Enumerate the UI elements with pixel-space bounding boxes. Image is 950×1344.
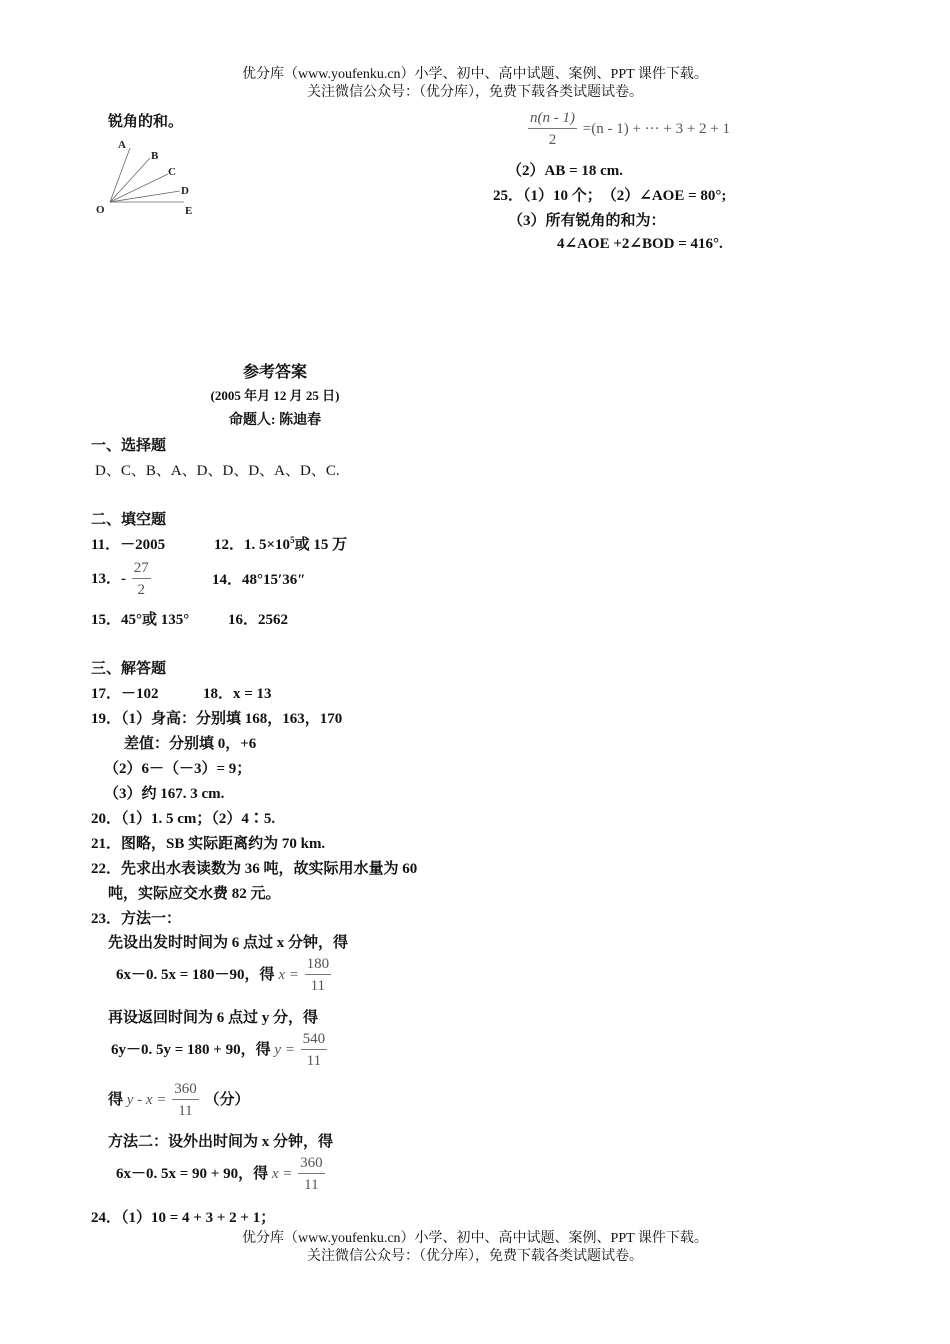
q25-part3: （3）所有锐角的和为： (508, 213, 666, 229)
label-d: D (181, 185, 189, 197)
angle-diagram (92, 136, 212, 226)
header-line-2: 关注微信公众号：（优分库），免费下载各类试题试卷。 (307, 85, 643, 100)
q16: 16．2562 (228, 612, 289, 628)
q13: 13．- $\frac{27}{2}$ (91, 558, 153, 601)
q14: 14．48°15′36″ (212, 572, 306, 588)
q12: 12．1. $5\times 10^5$或 15 万 (214, 535, 348, 553)
section2-title: 二、填空题 (91, 512, 167, 528)
answer-author: 命题人: 陈迪春 (228, 413, 322, 428)
header-line-1: 优分库（www.youfenku.cn）小学、初中、高中试题、案例、PPT 课件下载。 (242, 67, 708, 82)
footer (0, 1230, 950, 1266)
q20: 20．（1）1. 5 cm；（2）4∶5. (91, 811, 276, 827)
formula-rhs: =(n - 1) + ··· + 3 + 2 + 1 (582, 120, 731, 137)
formula-fraction: $\frac{n(n - 1)}{2}$ (530, 110, 575, 148)
top-left-text: 锐角的和。 (108, 114, 184, 130)
q23-line2-fraction: $\frac{180}{11}$ (306, 956, 330, 994)
footer-line-1: 优分库（www.youfenku.cn）小学、初中、高中试题、案例、PPT 课件下载。 (242, 1231, 708, 1246)
q18: 18．x = 13 (203, 686, 272, 702)
q23-line4: 6y－0. 5y = 180 + 90，得 y = $\frac{540}{11}$ (111, 1029, 329, 1072)
q23-line1: 先设出发时时间为 6 点过 x 分钟，得 (108, 935, 349, 951)
q23-line3: 再设返回时间为 6 点过 y 分，得 (108, 1010, 319, 1026)
label-b: B (151, 150, 159, 162)
section3-title: 三、解答题 (91, 661, 167, 677)
section1-answers: D、C、B、A、D、D、D、A、D、C. (95, 463, 340, 479)
section1-title: 一、选择题 (91, 438, 167, 454)
footer-line-2: 关注微信公众号：（优分库），免费下载各类试题试卷。 (307, 1249, 643, 1264)
q23-line4-fraction: $\frac{540}{11}$ (302, 1031, 326, 1069)
answer-title: 参考答案 (242, 364, 307, 381)
q17: 17．－102 (91, 686, 159, 702)
q21: 21．图略，SB 实际距离约为 70 km. (91, 836, 326, 852)
q23-method2-eq: 6x－0. 5x = 90 + 90，得 x = $\frac{360}{11}$ (116, 1153, 327, 1196)
q15: 15．45°或 135° (91, 612, 190, 628)
header (0, 66, 950, 102)
q23-method2-fraction: $\frac{360}{11}$ (300, 1155, 323, 1193)
q23-title: 23．方法一： (91, 911, 182, 927)
q23-line2: 6x－0. 5x = 180－90，得 x = $\frac{180}{11}$ (116, 954, 333, 997)
q19-part1: 19．（1）身高：分别填 168，163，170 (91, 711, 343, 727)
ab-length: （2）AB = 18 cm. (507, 163, 624, 179)
q24: 24．（1）10 = 4 + 3 + 2 + 1； (91, 1210, 276, 1226)
label-c: C (168, 166, 176, 178)
q25-sum: 4∠AOE +2∠BOD = 416°. (557, 236, 723, 252)
q23-line5-fraction: $\frac{360}{11}$ (174, 1081, 197, 1119)
q22-line1: 22．先求出水表读数为 36 吨，故实际用水量为 60 (91, 861, 418, 877)
q19-part3: （3）约 167. 3 cm. (104, 786, 225, 802)
q23-line5: 得 y - x = $\frac{360}{11}$ （分） (108, 1079, 249, 1122)
q23-method2: 方法二：设外出时间为 x 分钟，得 (108, 1134, 334, 1150)
q19-part1b: 差值：分别填 0，+6 (124, 736, 257, 752)
q25-part1: 25．（1）10 个； （2）∠AOE = 80°; (493, 188, 727, 204)
label-a: A (118, 139, 126, 151)
q22-line2: 吨，实际应交水费 82 元。 (108, 886, 281, 902)
ray-ob (110, 158, 150, 202)
q11: 11．－2005 (91, 537, 166, 553)
q19-part2: （2）6－（－3）= 9； (104, 761, 252, 777)
q13-fraction: $\frac{27}{2}$ (133, 560, 149, 598)
top-right-formula (526, 108, 730, 151)
answer-date: (2005 年月 12 月 25 日) (210, 388, 340, 403)
label-o: O (96, 204, 105, 216)
label-e: E (185, 205, 193, 217)
